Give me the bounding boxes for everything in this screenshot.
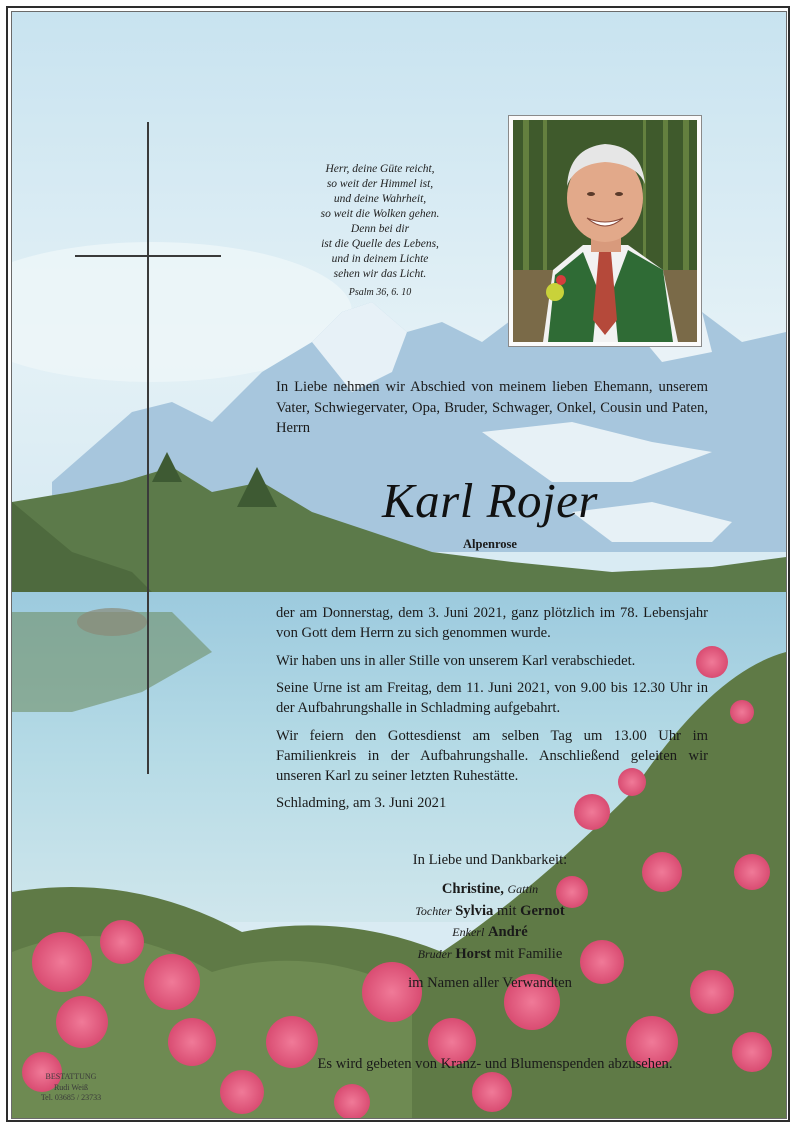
psalm-line: und in deinem Lichte — [331, 253, 429, 265]
announcement-paragraph: Wir haben uns in aller Stille von unserem Karl verabschiedet. — [276, 652, 636, 669]
portrait-photo — [513, 120, 697, 342]
mourner-relation: Tochter — [415, 903, 452, 918]
mourner-name: André — [487, 924, 528, 941]
mourner-connector: mit Familie — [494, 945, 563, 962]
deceased-name: Karl Rojer — [382, 473, 598, 528]
mourner-row — [340, 922, 640, 943]
signoff-heading: In Liebe und Dankbarkeit: — [412, 852, 568, 868]
mourner-relation: Bruder — [417, 946, 452, 961]
undertaker-stamp — [30, 1072, 112, 1104]
undertaker-line: BESTATTUNG — [45, 1072, 97, 1081]
mourner-relation: Enkerl — [452, 925, 485, 940]
donation-notice: Es wird gebeten von Kranz- und Blumenspenden abzusehen. — [317, 1056, 673, 1072]
psalm-reference: Psalm 36, 6. 10 — [348, 287, 412, 298]
psalm-line: so weit der Himmel ist, — [326, 178, 434, 190]
mourner-relation: Gattin — [507, 882, 539, 897]
place-and-date: Schladming, am 3. Juni 2021 — [276, 795, 447, 812]
announcement-paragraph: Seine Urne ist am Freitag, dem 11. Juni 2021, von 9.00 bis 12.30 Uhr in der Aufbahrungshalle in Schladming aufgebahrt. — [276, 680, 708, 717]
mourner-row — [340, 944, 640, 965]
psalm-line: Denn bei dir — [350, 223, 410, 235]
announcement-body — [276, 604, 708, 822]
cross-vertical-bar — [147, 122, 149, 774]
mourner-partner: Gernot — [520, 902, 565, 919]
mourner-row — [340, 879, 640, 900]
psalm-line: ist die Quelle des Lebens, — [321, 238, 439, 250]
psalm-line: und deine Wahrheit, — [333, 193, 427, 205]
mourner-connector: mit — [496, 902, 517, 919]
announcement-paragraph: der am Donnerstag, dem 3. Juni 2021, ganz plötzlich im 78. Lebensjahr von Gott dem Herrn zu sich genommen wurde. — [276, 605, 708, 641]
undertaker-line: Rudi Weiß — [53, 1082, 89, 1092]
portrait-frame — [508, 115, 702, 347]
intro-text: In Liebe nehmen wir Abschied von meinem lieben Ehemann, unserem Vater, Schwiegervater, Opa, Bruder, Schwager, Onkel, Cousin und Paten, Herrn — [276, 379, 708, 436]
psalm-line: sehen wir das Licht. — [333, 268, 427, 280]
mourner-name: Christine, — [441, 881, 504, 898]
mourners-signoff — [340, 850, 640, 994]
mourner-name: Horst — [455, 945, 491, 962]
announcement-paragraph: Wir feiern den Gottesdienst am selben Tag um 13.00 Uhr im Familienkreis in der Aufbahrungshalle. Anschließend geleiten wir unseren Karl zu seiner letzten Ruhestätte. — [276, 727, 708, 784]
undertaker-line: Tel. 03685 / 23733 — [40, 1093, 102, 1102]
cross-horizontal-bar — [75, 255, 221, 257]
psalm-verse — [290, 162, 470, 300]
mourner-row — [340, 901, 640, 922]
psalm-line: Herr, deine Güte reicht, — [325, 163, 435, 175]
psalm-line: so weit die Wolken gehen. — [320, 208, 440, 220]
mourner-name: Sylvia — [455, 902, 494, 919]
deceased-nickname: Alpenrose — [463, 537, 517, 551]
signoff-closing: im Namen aller Verwandten — [408, 975, 572, 992]
